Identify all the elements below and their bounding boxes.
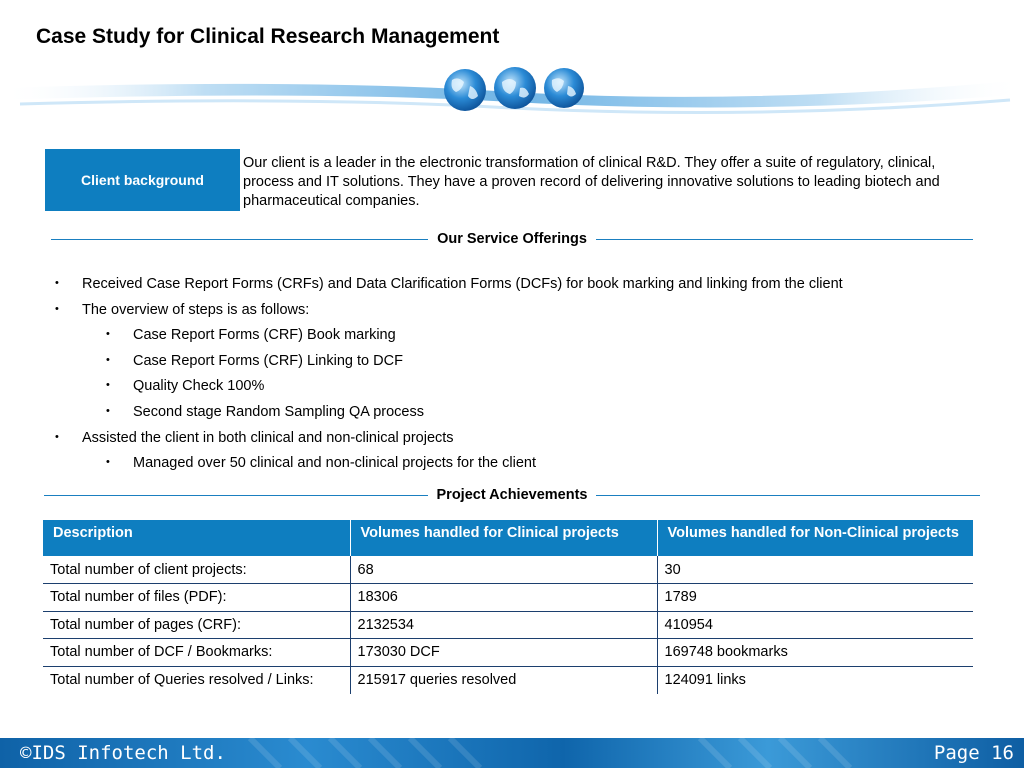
project-achievements-divider <box>44 485 980 505</box>
column-header: Description <box>43 520 350 556</box>
client-background-text: Our client is a leader in the electronic transformation of clinical R&D. They offer a suite of regulatory, clinical, process and IT solutions. They have a proven record of delivering innovative solutions to leading biotech and pharmaceutical companies. <box>243 155 940 209</box>
table-cell: 18306 <box>350 584 657 612</box>
table-cell: Total number of DCF / Bookmarks: <box>43 639 350 667</box>
table-cell: Total number of Queries resolved / Links: <box>50 672 314 688</box>
list-item: • Case Report Forms (CRF) Book marking <box>106 327 396 343</box>
table-cell: Total number of files (PDF): <box>43 584 350 612</box>
service-offerings-divider <box>51 229 973 249</box>
globe-icon <box>544 68 584 108</box>
project-achievements-heading: Project Achievements <box>436 487 588 503</box>
achievements-table <box>43 520 973 694</box>
bullet-icon: • <box>106 354 110 366</box>
table-cell: Total number of pages (CRF): <box>43 611 350 639</box>
list-item: • Managed over 50 clinical and non-clinical projects for the client <box>106 455 536 471</box>
divider-rule <box>51 239 428 240</box>
table-row <box>43 666 973 694</box>
table-row <box>43 584 973 612</box>
table-cell: Total number of client projects: <box>43 556 350 584</box>
divider-rule <box>596 239 973 240</box>
list-item: • Received Case Report Forms (CRFs) and Data Clarification Forms (DCFs) for book marking and linking from the client <box>55 276 843 292</box>
table-row <box>43 639 973 667</box>
divider-rule <box>44 495 428 496</box>
table-cell: 2132534 <box>350 611 657 639</box>
list-item: • Case Report Forms (CRF) Linking to DCF <box>106 353 403 369</box>
table-cell: 68 <box>350 556 657 584</box>
bullet-icon: • <box>106 456 110 468</box>
page-title: Case Study for Clinical Research Management <box>36 25 500 48</box>
footer-bar <box>0 738 1024 768</box>
service-offerings-heading: Our Service Offerings <box>437 231 587 247</box>
list-item: • The overview of steps is as follows: <box>55 302 310 318</box>
globe-banner <box>0 58 1024 128</box>
table-header-row <box>43 520 973 556</box>
table-row <box>43 556 973 584</box>
globe-icon <box>494 67 536 109</box>
page-number: Page 16 <box>933 742 1014 764</box>
column-header: Volumes handled for Non-Clinical projects <box>657 520 973 556</box>
bullet-icon: • <box>55 303 59 315</box>
list-item: • Quality Check 100% <box>106 378 265 394</box>
list-item: • Assisted the client in both clinical and non-clinical projects <box>55 430 454 446</box>
bullet-icon: • <box>106 328 110 340</box>
table-cell: 124091 links <box>657 666 973 694</box>
table-cell: 173030 DCF <box>350 639 657 667</box>
bullet-icon: • <box>106 379 110 391</box>
table-cell: 215917 queries resolved <box>350 666 657 694</box>
bullet-icon: • <box>55 277 59 289</box>
divider-rule <box>596 495 980 496</box>
client-background-label: Client background <box>45 149 240 211</box>
table-cell: 169748 bookmarks <box>657 639 973 667</box>
table-cell: 410954 <box>657 611 973 639</box>
table-row <box>43 611 973 639</box>
table-cell: 30 <box>657 556 973 584</box>
table-cell: 1789 <box>657 584 973 612</box>
bullet-icon: • <box>106 405 110 417</box>
column-header: Volumes handled for Clinical projects <box>350 520 657 556</box>
company-name: ©IDS Infotech Ltd. <box>20 742 226 764</box>
globe-icon <box>444 69 486 111</box>
list-item: • Second stage Random Sampling QA process <box>106 404 424 420</box>
bullet-icon: • <box>55 431 59 443</box>
